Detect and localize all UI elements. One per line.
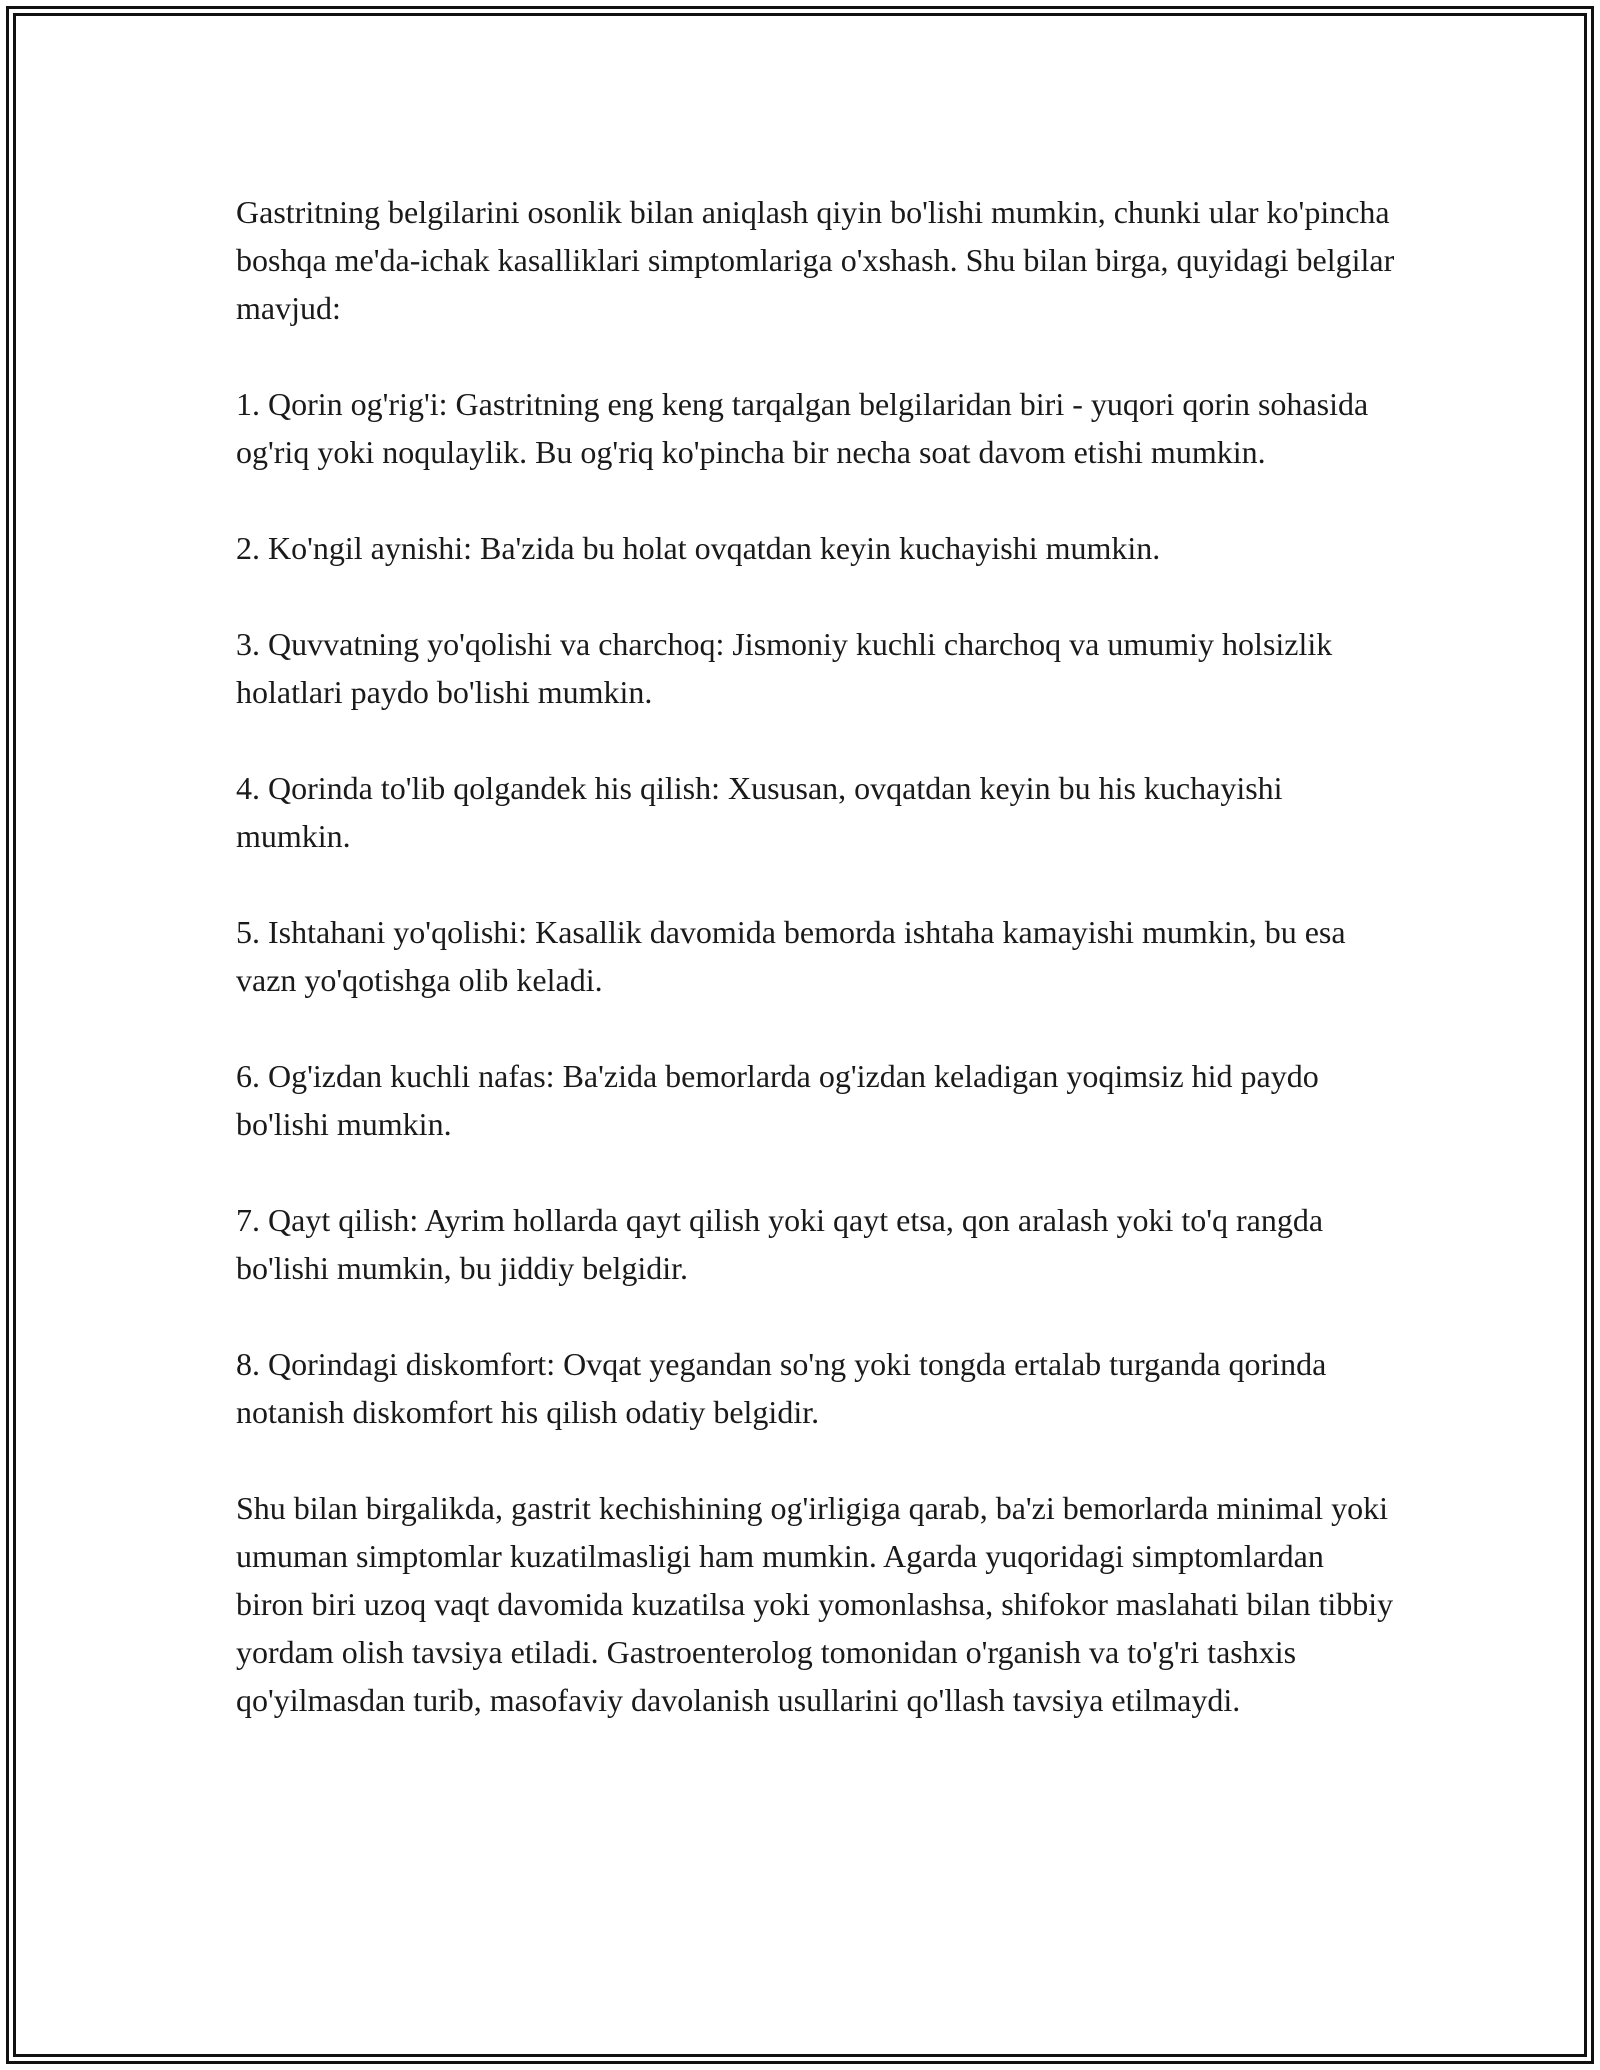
- list-item: 2. Ko'ngil aynishi: Ba'zida bu holat ovqatdan keyin kuchayishi mumkin.: [236, 530, 1161, 566]
- list-item: 7. Qayt qilish: Ayrim hollarda qayt qilish yoki qayt etsa, qon aralash yoki to'q rangda bo'lishi mumkin, bu jiddiy belgidir.: [236, 1202, 1324, 1286]
- list-item: 1. Qorin og'rig'i: Gastritning eng keng tarqalgan belgilaridan biri - yuqori qorin sohasida og'riq yoki noqulaylik. Bu og'riq ko'pincha bir necha soat davom etishi mumkin.: [236, 386, 1369, 470]
- conclusion-paragraph: Shu bilan birgalikda, gastrit kechishining og'irligiga qarab, ba'zi bemorlarda minimal yoki umuman simptomlar kuzatilmasligi ham mumkin. Agarda yuqoridagi simptomlardan biron biri uzoq vaqt davomida kuzatilsa yoki yomonlashsa, shifokor maslahati bilan tibbiy yordam olish tavsiya etiladi. Gastroenterolog tomonidan o'rganish va to'g'ri tashxis qo'yilmasdan turib, masofaviy davolanish usullarini qo'llash tavsiya etilmaydi.: [236, 1490, 1394, 1718]
- list-item: 3. Quvvatning yo'qolishi va charchoq: Jismoniy kuchli charchoq va umumiy holsizlik holatlari paydo bo'lishi mumkin.: [236, 626, 1333, 710]
- list-item: 4. Qorinda to'lib qolgandek his qilish: Xususan, ovqatdan keyin bu his kuchayishi mumkin.: [236, 770, 1283, 854]
- list-item: 5. Ishtahani yo'qolishi: Kasallik davomida bemorda ishtaha kamayishi mumkin, bu esa vazn yo'qotishga olib keladi.: [236, 914, 1346, 998]
- list-item: 6. Og'izdan kuchli nafas: Ba'zida bemorlarda og'izdan keladigan yoqimsiz hid paydo bo'lishi mumkin.: [236, 1058, 1319, 1142]
- document-body: [236, 188, 1396, 1724]
- intro-paragraph: Gastritning belgilarini osonlik bilan aniqlash qiyin bo'lishi mumkin, chunki ular ko'pincha boshqa me'da-ichak kasalliklari simptomlariga o'xshash. Shu bilan birga, quyidagi belgilar mavjud:: [236, 194, 1395, 326]
- list-item: 8. Qorindagi diskomfort: Ovqat yegandan so'ng yoki tongda ertalab turganda qorinda notanish diskomfort his qilish odatiy belgidir.: [236, 1346, 1327, 1430]
